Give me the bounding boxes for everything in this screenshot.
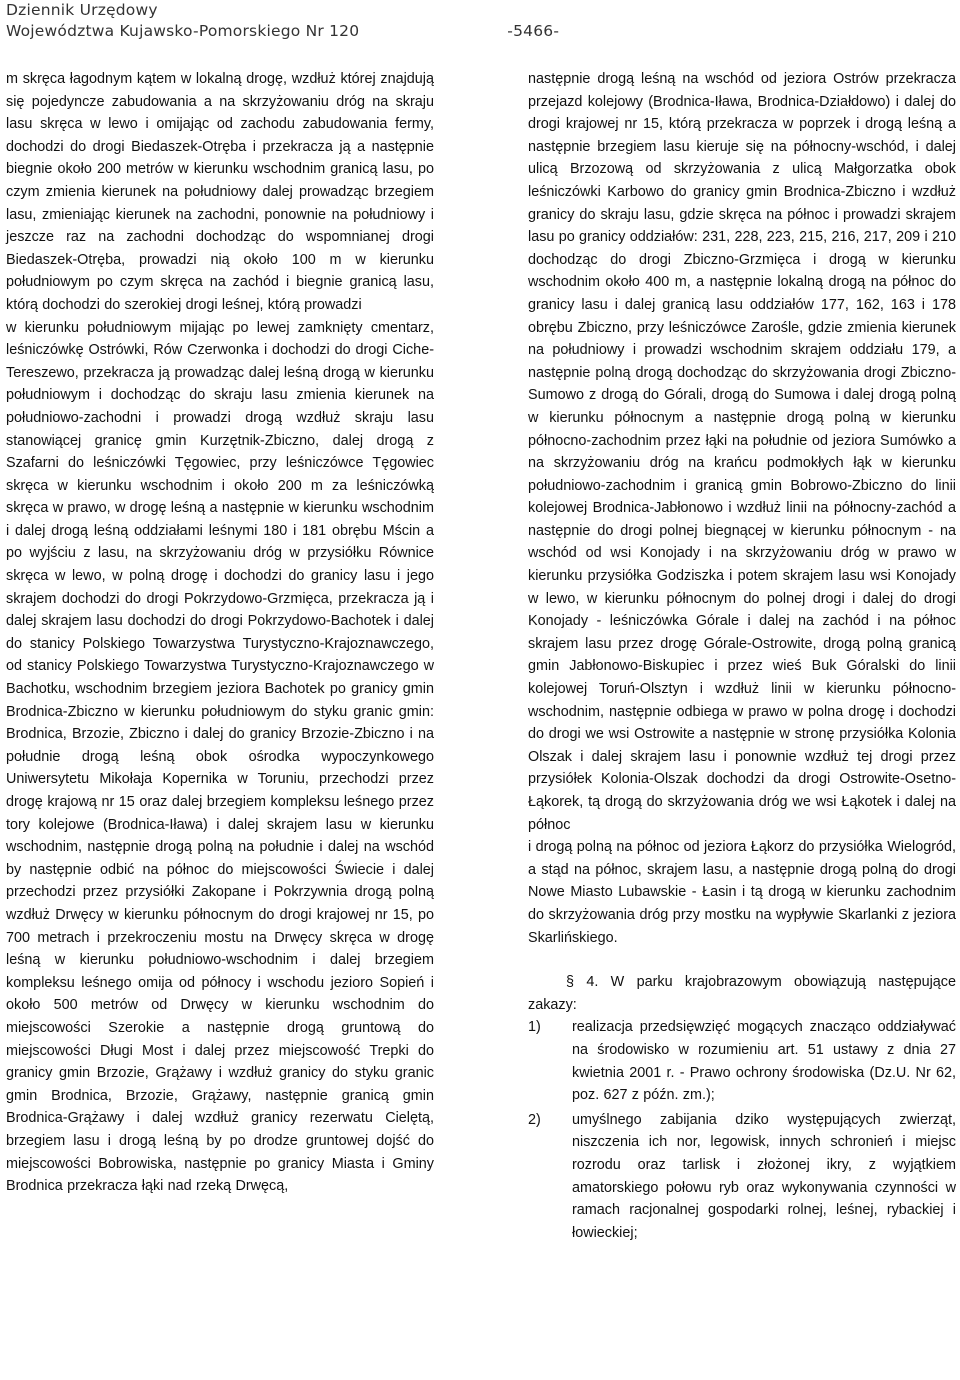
left-paragraph-2: w kierunku południowym mijając po lewej zamknięty cmentarz, leśniczówkę Ostrówki, Rów Czerwonka i dochodzi do drogi Ciche-Tereszewo, przekracza ją prowadząc dalej leśną drogą w kierunku południowym i dochodząc do skraju lasu zmienia kierunek na południowo-zachodni i prowadzi drogą wzdłuż skraju lasu stanowiącej granicę gmin Kurzętnik-Zbiczno, dalej drogą z Szafarni do leśniczówki Tęgowiec, przy leśniczówce Tęgowiec skręca w kierunku wschodnim i około 200 m za leśniczówką skręca w prawo, w drogę leśną a następnie w kierunku wschodnim i dalej drogą leśną oddziałami leśnymi 180 i 181 obrębu Mścin a po wyjściu z lasu, na skrzyżowaniu dróg w przysiółku Równice skręca w lewo, w polną drogę i dochodzi do granicy lasu i jego skrajem dochodzi do drogi Pokrzydowo-Grzmięca, przekracza ją i dalej skrajem lasu dochodzi do drogi Pokrzydowo-Bachotek i dalej do stanicy Polskiego Towarzystwa Turystyczno-Krajoznawczego, od stanicy Polskiego Towarzystwa Turystyczno-Krajoznawczego w Bachotku, wschodnim brzegiem jeziora Bachotek po granicy gmin Brodnica-Zbiczno w kierunku południowym do styku granic gmin: Brodnica, Brzozie, Zbiczno i dalej do granicy Brzozie-Zbiczno i na południe drogą leśną obok ośrodka wypoczynkowego Uniwersytetu Mikołaja Kopernika w Toruniu, przechodzi przez drogę krajową nr 15 oraz dalej brzegiem kompleksu leśnego przez tory kolejowe (Brodnica-Iława) i dalej skrajem lasu w kierunku wschodnim, następnie drogą polną na południe i dalej na wschód by następnie odbić na północ do miejscowości Świecie i dalej przechodzi przez przysiółki Zakopane i Pokrzywnia drogą polną wzdłuż Drwęcy w kierunku północnym do drogi krajowej nr 15, po 700 metrach i przekroczeniu mostu na Drwęcy skręca w drogę leśną w kierunku południowo-wschodnim i dalej brzegiem kompleksu leśnego omija od północy i wschodu jezioro Sopień i około 500 metrów od Drwęcy w kierunku wschodnim do miejscowości Szerokie a następnie drogą gruntową do miejscowości Długi Most i dalej przez miejscowość Trepki do granicy gmin Brzozie, Grążawy i wzdłuż granicy do styku granic gmin Brodnica, Brzozie, Grążawy, następnie granicą gmin Brodnica-Grążawy i dalej wzdłuż granicy rezerwatu Cielętą, brzegiem lasu i drogą leśną by po drodze gruntowej dojść do miejscowości Bobrowiska, następnie po granicy Miasta i Gminy Brodnica przekracza łąki nad rzeką Drwęcą, [6,319,434,1195]
list-item-text: umyślnego zabijania dziko występujących zwierząt, niszczenia ich nor, legowisk, innych schronień i miejsc rozrodu oraz tarlisk i złożonej ikry, z wyjątkiem amatorskiego połowu ryb oraz wykonywania czynności w ramach racjonalnej gospodarki rolnej, leśnej, rybackiej i łowieckiej; [572,1111,956,1241]
list-item-number: 1) [528,1019,541,1036]
left-paragraph-1: m skręca łagodnym kątem w lokalną drogę, wzdłuż której znajdują się pojedyncze zabudowania a na skrzyżowaniu dróg na skraju lasu skręca w lewo i omijając od zachodu zabudowania fermy, dochodzi do drogi Biedaszek-Otręba i przekracza ją a następnie biegnie około 200 metrów w kierunku wschodnim granicą lasu, po czym zmienia kierunek na południowy dalej prowadząc brzegiem lasu, zmieniając kierunek na zachodni, ponownie na południowy i jeszcze raz na zachodni dochodząc do wspomnianej drogi Biedaszek-Otręba, prowadzi nią około 100 m w kierunku południowym po czym skręca na zachód i biegnie granicą lasu, którą dochodzi do szerokiej drogi leśnej, którą prowadzi [6,71,434,313]
journal-subtitle: Województwa Kujawsko-Pomorskiego Nr 120 [6,22,360,40]
right-paragraph-2: i drogą polną na północ od jeziora Łąkorz do przysiółka Wielogród, a stąd na północ, skrajem lasu, a następnie drogą polną do drogi Nowe Miasto Lubawskie - Łasin i tą drogą w kierunku zachodnim do skrzyżowania dróg przy mostku na wypływie Skarlanki z jeziora Skarlińskiego. [528,839,956,946]
list-item-number: 2) [528,1111,541,1128]
section-4-heading: § 4. W parku krajobrazowym obowiązują następujące zakazy: [528,974,956,1013]
page-number: -5466- [507,22,560,40]
journal-title: Dziennik Urzędowy [6,1,158,19]
list-item-text: realizacja przedsięwzięć mogących znacząco oddziaływać na środowisko w rozumieniu art. 51 ustawy z dnia 27 kwietnia 2001 r. - Prawo ochrony środowiska (Dz.U. Nr 62, poz. 627 z późn. zm.); [572,1019,956,1104]
list-item [528,1109,956,1245]
left-column [6,68,434,1198]
paragraph-gap [528,949,956,971]
page-header [6,0,946,48]
right-column [528,68,956,1246]
right-paragraph-1: następnie drogą leśną na wschód od jeziora Ostrów przekracza przejazd kolejowy (Brodnica-Iława, Brodnica-Działdowo) i dalej do drogi krajowej nr 15, którą przekracza w poprzek i drogą leśną a następnie brzegiem lasu kieruje się na północny-wschód, i dalej ulicą Brzozową od skrzyżowania z ulicą Małgorzatka obok leśniczówki Karbowo do granicy gmin Brodnica-Zbiczno i wzdłuż granicy do skraju lasu, gdzie skręca na północ i prowadzi skrajem lasu po granicy oddziałów: 231, 228, 223, 215, 216, 217, 209 i 210 dochodząc do drogi Zbiczno-Grzmięca i drogą w kierunku wschodnim około 400 m, a następnie lokalną drogą na północ do granicy lasu i dalej granicą lasu oddziałów 177, 162, 163 i 178 obrębu Zbiczno, przy leśniczówce Zaroślе, gdzie zmienia kierunek na południowy i prowadzi wschodnim skrajem oddziału 179, a następnie polną drogą dochodząc do skrzyżowania drogi Zbiczno-Sumowo z drogą do Górali, drogą do Sumowa i dalej drogą polną w kierunku północnym a następnie drogą polną w kierunku północno-zachodnim przez łąki na południe od jeziora Sumówko a na skrzyżowaniu dróg na krańcu podmokłych łąk w kierunku południowo-zachodnim i granicą gmin Bobrowo-Zbiczno do linii kolejowej Brodnica-Jabłonowo i wzdłuż linii na północny-zachód a następnie do drogi polnej biegnącej w kierunku północnym - na wschód od wsi Konojady i na skrzyżowaniu dróg w prawo w kierunku przysiółka Godziszka i potem skrajem lasu wsi Konojady w lewo, w kierunku północnym do polnej drogi i dalej do drogi Konojady - leśniczówka Górale i dalej na zachód i na północ skrajem lasu przez drogę Górale-Ostrowite, drogą polną granicą gmin Jabłonowo-Biskupiec i przez wieś Buk Góralski do linii kolejowej Toruń-Olsztyn i wzdłuż linii w kierunku północno-wschodnim, następnie odbiega w prawo w polna drogę i dochodzi do drogi we wsi Ostrowite a następnie w stronę przysiółka Kolonia Olszak i dalej skrajem lasu i ponownie wzdłuż tej drogi przez przysiółek Kolonia-Olszak dochodzi da drogi Ostrowite-Osetno-Łąkorek, tą drogą do skrzyżowania dróg we wsi Łąkotek i dalej na północ [528,71,956,833]
list-item [528,1016,956,1106]
prohibitions-list [528,1016,956,1244]
header-subtitle-row [6,21,946,42]
